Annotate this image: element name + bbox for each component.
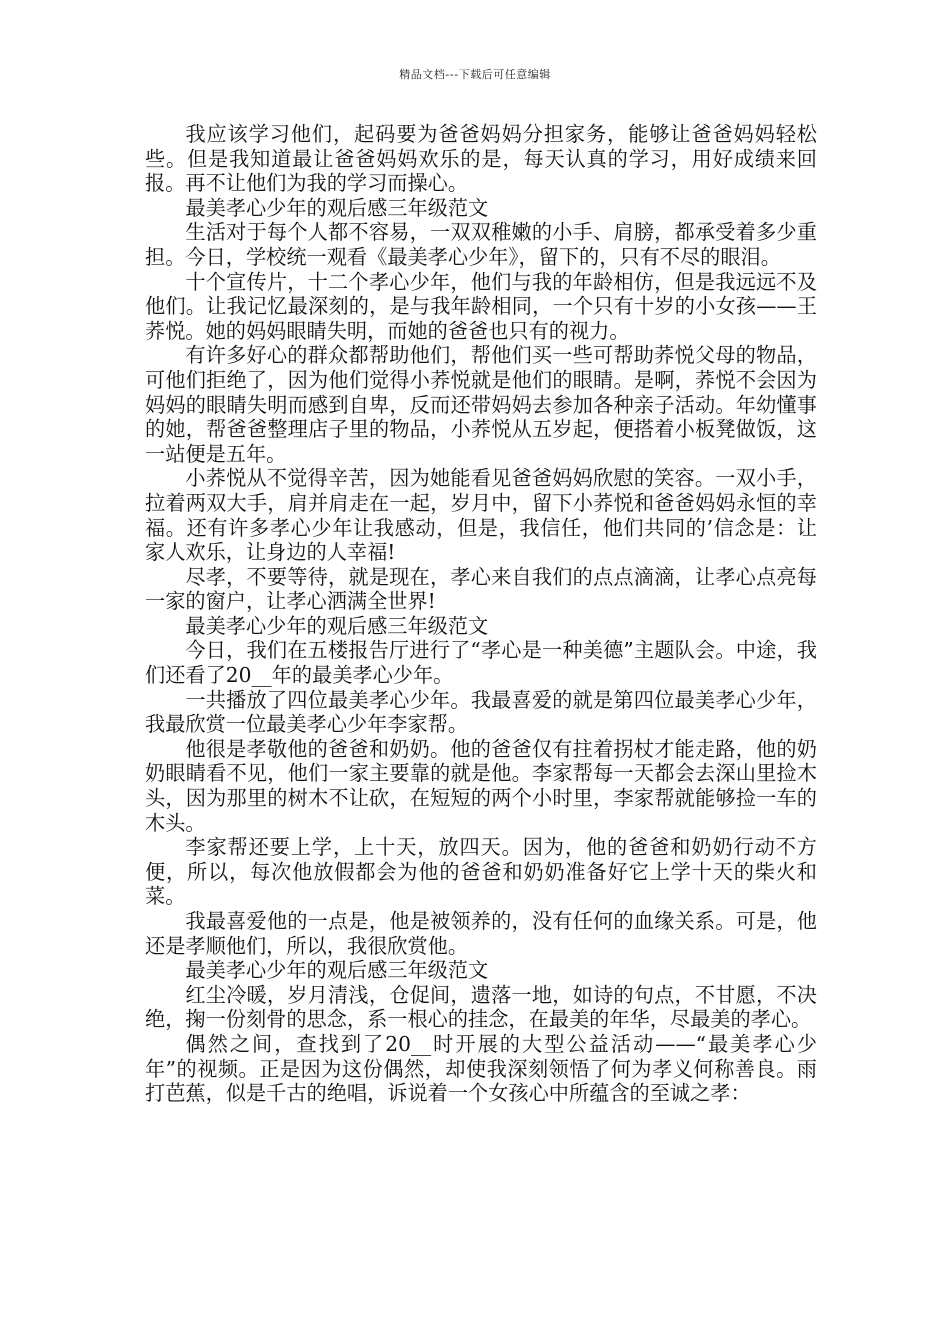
section-heading: 最美孝心少年的观后感三年级范文 bbox=[185, 613, 489, 638]
paragraph: 小荞悦从不觉得辛苦，因为她能看见爸爸妈妈欣慰的笑容。一双小手，拉着两双大手，肩并肩走在一起，岁月中，留下小荞悦和爸爸妈妈永恒的幸福。还有许多孝心少年让我感动，但是，我信任，他们共同的’信念是：让家人欢乐，让身边的人幸福! bbox=[145, 466, 817, 565]
paragraph: 我最喜爱他的一点是，他是被领养的，没有任何的血缘关系。可是，他还是孝顺他们，所以，我很欣赏他。 bbox=[145, 909, 817, 958]
paragraph: 红尘冷暖，岁月清浅，仓促间，遗落一地，如诗的句点，不甘愿，不决绝，掬一份刻骨的思念，系一根心的挂念，在最美的年华，尽最美的孝心。 bbox=[145, 982, 817, 1032]
paragraph: 十个宣传片，十二个孝心少年，他们与我的年龄相仿，但是我远远不及他们。让我记忆最深刻的，是与我年龄相同，一个只有十岁的小女孩——王荞悦。她的妈妈眼睛失明，而她的爸爸也只有的视力。 bbox=[145, 269, 817, 343]
paragraph: 今日，我们在五楼报告厅进行了“孝心是一种美德”主题队会。中途，我们还看了20__年的最美孝心少年。 bbox=[145, 638, 817, 688]
section-heading: 最美孝心少年的观后感三年级范文 bbox=[185, 195, 489, 220]
paragraph: 偶然之间，查找到了20__时开展的大型公益活动——“最美孝心少年”的视频。正是因为这份偶然，却使我深刻领悟了何为孝义何称善良。雨打芭蕉，似是千古的绝唱，诉说着一个女孩心中所蕴含的至诚之孝： bbox=[145, 1031, 817, 1106]
section-heading: 最美孝心少年的观后感三年级范文 bbox=[185, 958, 489, 983]
paragraph: 生活对于每个人都不容易，一双双稚嫩的小手、肩膀，都承受着多少重担。今日，学校统一观看《最美孝心少年》，留下的，只有不尽的眼泪。 bbox=[145, 220, 817, 269]
paragraph: 一共播放了四位最美孝心少年。我最喜爱的就是第四位最美孝心少年，我最欣赏一位最美孝心少年李家帮。 bbox=[145, 687, 817, 737]
paragraph: 我应该学习他们，起码要为爸爸妈妈分担家务，能够让爸爸妈妈轻松些。但是我知道最让爸爸妈妈欢乐的是，每天认真的学习，用好成绩来回报。再不让他们为我的学习而操心。 bbox=[145, 122, 817, 196]
document-body bbox=[145, 122, 817, 1106]
page-header: 精品文档---下载后可任意编辑 bbox=[399, 68, 551, 81]
paragraph: 有许多好心的群众都帮助他们，帮他们买一些可帮助荞悦父母的物品，可他们拒绝了，因为他们觉得小荞悦就是他们的眼睛。是啊，荞悦不会因为妈妈的眼睛失明而感到自卑，反而还带妈妈去参加各种亲子活动。年幼懂事的她，帮爸爸整理店子里的物品，小荞悦从五岁起，便搭着小板凳做饭，这一站便是五年。 bbox=[145, 343, 817, 466]
paragraph: 尽孝，不要等待，就是现在，孝心来自我们的点点滴滴，让孝心点亮每一家的窗户，让孝心洒满全世界! bbox=[145, 564, 817, 614]
paragraph: 李家帮还要上学，上十天，放四天。因为，他的爸爸和奶奶行动不方便，所以，每次他放假都会为他的爸爸和奶奶准备好它上学十天的柴火和菜。 bbox=[145, 835, 817, 909]
paragraph: 他很是孝敬他的爸爸和奶奶。他的爸爸仅有拄着拐杖才能走路，他的奶奶眼睛看不见，他们一家主要靠的就是他。李家帮每一天都会去深山里捡木头，因为那里的树木不让砍，在短短的两个小时里，李家帮就能够捡一车的木头。 bbox=[145, 736, 817, 835]
